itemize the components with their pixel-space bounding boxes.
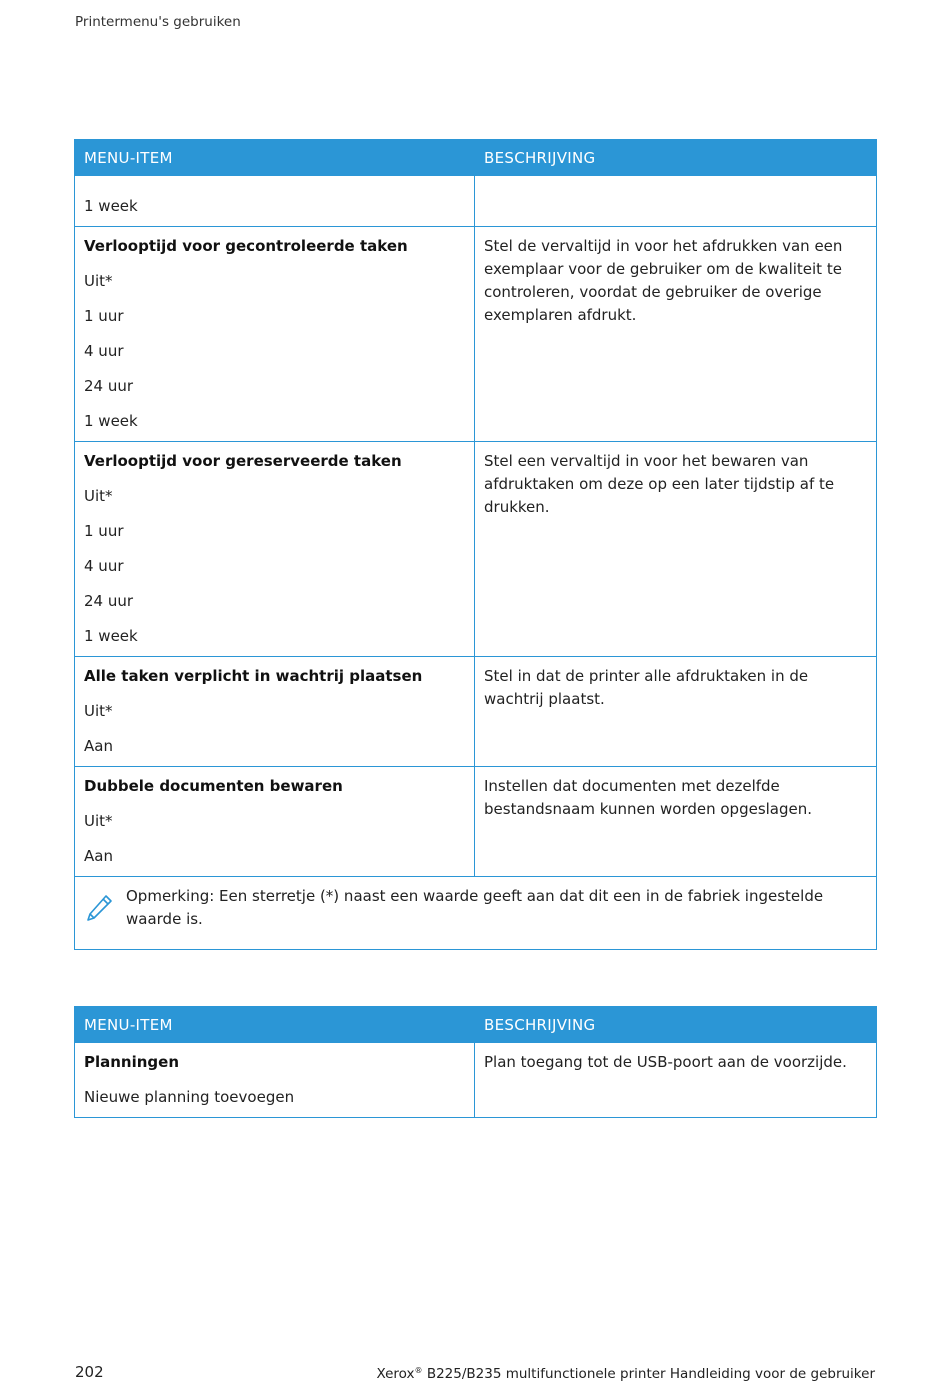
- menu-item-description: Instellen dat documenten met dezelfde bestandsnaam kunnen worden opgeslagen.: [484, 777, 813, 818]
- registered-mark: ®: [414, 1366, 423, 1375]
- menu-option: 24 uur: [84, 377, 134, 395]
- menu-option: Aan: [84, 737, 113, 755]
- menu-option: 4 uur: [84, 557, 124, 575]
- menu-table-1: [74, 139, 877, 950]
- description-cell: [475, 1043, 877, 1118]
- note-row: [75, 877, 877, 950]
- menu-item-cell: [75, 1043, 475, 1118]
- description-cell: [475, 227, 877, 442]
- menu-item-cell: [75, 227, 475, 442]
- column-header-description: BESCHRIJVING: [475, 1007, 877, 1043]
- note-cell: [75, 877, 877, 950]
- table-row: [75, 767, 877, 877]
- menu-option: Uit*: [84, 272, 113, 290]
- menu-option: 24 uur: [84, 592, 134, 610]
- description-cell: [475, 657, 877, 767]
- menu-item-cell: [75, 767, 475, 877]
- pencil-icon: [84, 893, 114, 923]
- menu-option: Uit*: [84, 812, 113, 830]
- menu-option: Uit*: [84, 487, 113, 505]
- running-header: Printermenu's gebruiken: [75, 14, 241, 30]
- table-row: [75, 1043, 877, 1118]
- menu-option: 1 week: [84, 197, 138, 215]
- table-row: [75, 657, 877, 767]
- menu-option: 4 uur: [84, 342, 124, 360]
- menu-item-title: Verlooptijd voor gecontroleerde taken: [84, 237, 408, 255]
- menu-item-title: Verlooptijd voor gereserveerde taken: [84, 452, 402, 470]
- menu-option: 1 week: [84, 627, 138, 645]
- brand-name: Xerox: [376, 1366, 415, 1382]
- menu-item-title: Alle taken verplicht in wachtrij plaatsen: [84, 667, 423, 685]
- column-header-menu-item: MENU-ITEM: [75, 1007, 475, 1043]
- menu-item-description: Stel de vervaltijd in voor het afdrukken van een exemplaar voor de gebruiker om de kwaliteit te controleren, voordat de gebruiker de overige exemplaren afdrukt.: [484, 237, 843, 324]
- description-cell: [475, 442, 877, 657]
- note-text: Opmerking: Een sterretje (*) naast een waarde geeft aan dat dit een in de fabriek ingestelde waarde is.: [126, 887, 824, 928]
- menu-item-title: Dubbele documenten bewaren: [84, 777, 343, 795]
- menu-option: 1 uur: [84, 522, 124, 540]
- menu-table-2: [74, 1006, 877, 1118]
- menu-item-description: Stel een vervaltijd in voor het bewaren van afdruktaken om deze op een later tijdstip af te drukken.: [484, 452, 835, 516]
- document-title: [376, 1366, 875, 1382]
- menu-option: 1 week: [84, 412, 138, 430]
- column-header-menu-item: MENU-ITEM: [75, 140, 475, 176]
- table-row: [75, 227, 877, 442]
- menu-item-cell: [75, 176, 475, 227]
- table-row: [75, 442, 877, 657]
- menu-item-cell: [75, 657, 475, 767]
- description-cell: [475, 767, 877, 877]
- document-title-text: B225/B235 multifunctionele printer Handleiding voor de gebruiker: [426, 1366, 875, 1382]
- page-number: 202: [75, 1363, 104, 1381]
- column-header-description: BESCHRIJVING: [475, 140, 877, 176]
- menu-option: Aan: [84, 847, 113, 865]
- menu-item-title: Planningen: [84, 1053, 180, 1071]
- description-cell: [475, 176, 877, 227]
- menu-item-description: Plan toegang tot de USB-poort aan de voorzijde.: [484, 1053, 847, 1071]
- menu-option: 1 uur: [84, 307, 124, 325]
- menu-item-cell: [75, 442, 475, 657]
- note: [84, 885, 867, 931]
- menu-option: Nieuwe planning toevoegen: [84, 1088, 295, 1106]
- menu-option: Uit*: [84, 702, 113, 720]
- menu-item-description: Stel in dat de printer alle afdruktaken in de wachtrij plaatst.: [484, 667, 809, 708]
- table-row: [75, 176, 877, 227]
